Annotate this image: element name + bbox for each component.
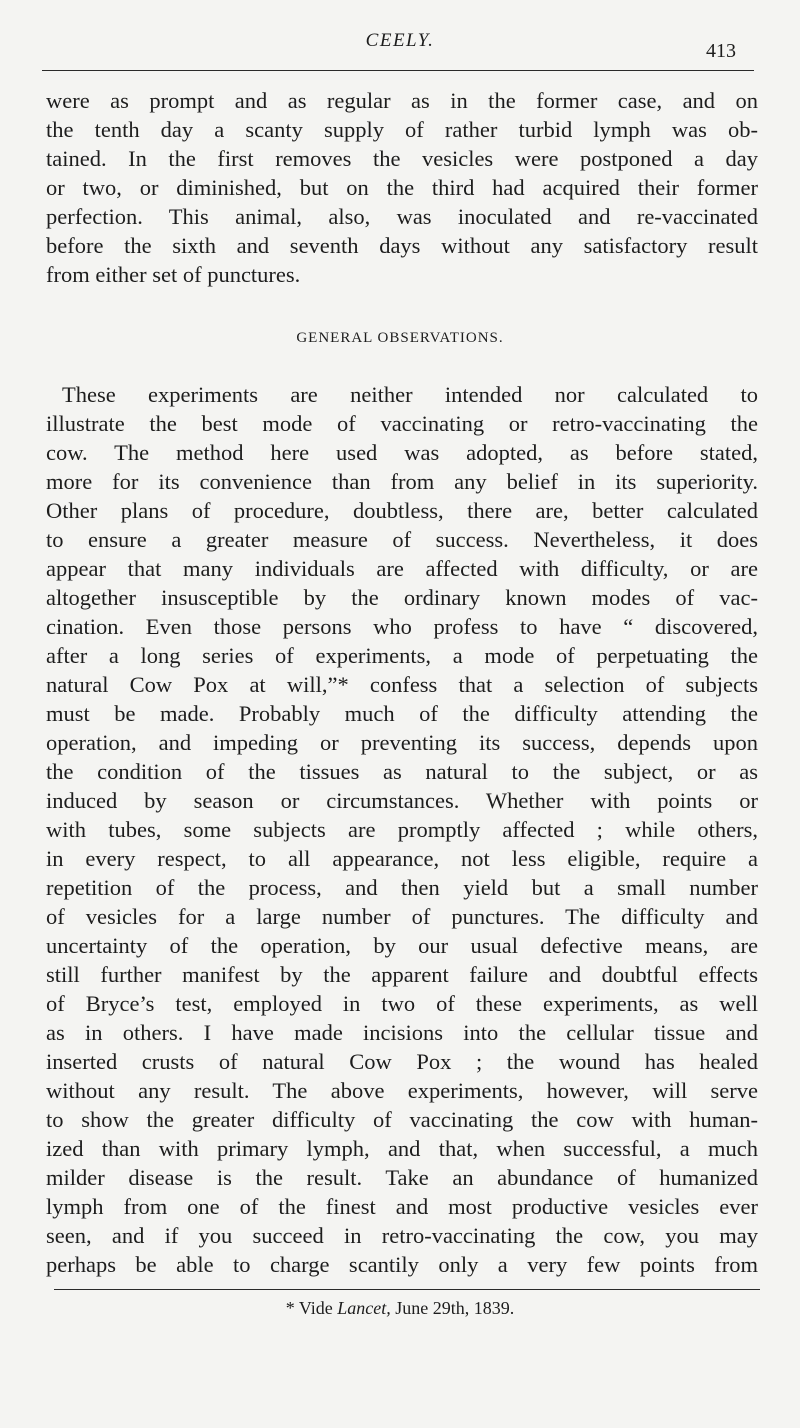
- text-line: of vesicles for a large number of punctures. The difficulty and: [46, 904, 758, 929]
- body-paragraph: [46, 380, 758, 1279]
- footnote-source: Lancet,: [337, 1298, 391, 1318]
- footnote-prefix: * Vide: [285, 1298, 338, 1318]
- text-line: were as prompt and as regular as in the former case, and on: [46, 88, 758, 113]
- text-line: appear that many individuals are affected with difficulty, or are: [46, 556, 758, 581]
- text-line: illustrate the best mode of vaccinating or retro-vaccinating the: [46, 411, 758, 436]
- text-line: the tenth day a scanty supply of rather turbid lymph was ob-: [46, 117, 758, 142]
- text-line: with tubes, some subjects are promptly affected ; while others,: [46, 817, 758, 842]
- text-line: These experiments are neither intended nor calculated to: [62, 382, 758, 407]
- text-line: cination. Even those persons who profess to have “ discovered,: [46, 614, 758, 639]
- text-line: uncertainty of the operation, by our usual defective means, are: [46, 933, 758, 958]
- text-line: lymph from one of the finest and most productive vesicles ever: [46, 1194, 758, 1219]
- text-line: ized than with primary lymph, and that, when successful, a much: [46, 1136, 758, 1161]
- text-line: more for its convenience than from any belief in its superiority.: [46, 469, 758, 494]
- text-line: of Bryce’s test, employed in two of these experiments, as well: [46, 991, 758, 1016]
- text-line: tained. In the first removes the vesicles were postponed a day: [46, 146, 758, 171]
- running-head-title: CEELY.: [365, 30, 435, 51]
- text-line: inserted crusts of natural Cow Pox ; the wound has healed: [46, 1049, 758, 1074]
- text-line: cow. The method here used was adopted, as before stated,: [46, 440, 758, 465]
- text-line: perfection. This animal, also, was inoculated and re-vaccinated: [46, 204, 758, 229]
- text-line: as in others. I have made incisions into the cellular tissue and: [46, 1020, 758, 1045]
- text-line: must be made. Probably much of the difficulty attending the: [46, 701, 758, 726]
- text-line: perhaps be able to charge scantily only a very few points from: [46, 1252, 758, 1277]
- text-line: the condition of the tissues as natural to the subject, or as: [46, 759, 758, 784]
- page-number: 413: [706, 40, 736, 62]
- text-line: natural Cow Pox at will,”* confess that a selection of subjects: [46, 672, 758, 697]
- footnote: [0, 1298, 800, 1319]
- text-line: before the sixth and seventh days without any satisfactory result: [46, 233, 758, 258]
- text-line: after a long series of experiments, a mode of perpetuating the: [46, 643, 758, 668]
- text-line: repetition of the process, and then yield but a small number: [46, 875, 758, 900]
- text-line: milder disease is the result. Take an abundance of humanized: [46, 1165, 758, 1190]
- text-line: altogether insusceptible by the ordinary known modes of vac-: [46, 585, 758, 610]
- text-line: still further manifest by the apparent failure and doubtful effects: [46, 962, 758, 987]
- intro-paragraph: [46, 86, 758, 289]
- text-line: to show the greater difficulty of vaccinating the cow with human-: [46, 1107, 758, 1132]
- text-line: from either set of punctures.: [46, 262, 301, 287]
- text-line: or two, or diminished, but on the third had acquired their former: [46, 175, 758, 200]
- text-line: Other plans of procedure, doubtless, there are, better calculated: [46, 498, 758, 523]
- header-rule: [42, 70, 754, 71]
- section-heading: GENERAL OBSERVATIONS.: [296, 330, 504, 346]
- text-line: induced by season or circumstances. Whether with points or: [46, 788, 758, 813]
- text-line: to ensure a greater measure of success. Nevertheless, it does: [46, 527, 758, 552]
- text-line: in every respect, to all appearance, not less eligible, require a: [46, 846, 758, 871]
- footnote-date: June 29th, 1839.: [390, 1298, 515, 1318]
- text-line: operation, and impeding or preventing its success, depends upon: [46, 730, 758, 755]
- footnote-rule: [54, 1289, 760, 1290]
- text-line: without any result. The above experiments, however, will serve: [46, 1078, 758, 1103]
- text-line: seen, and if you succeed in retro-vaccinating the cow, you may: [46, 1223, 758, 1248]
